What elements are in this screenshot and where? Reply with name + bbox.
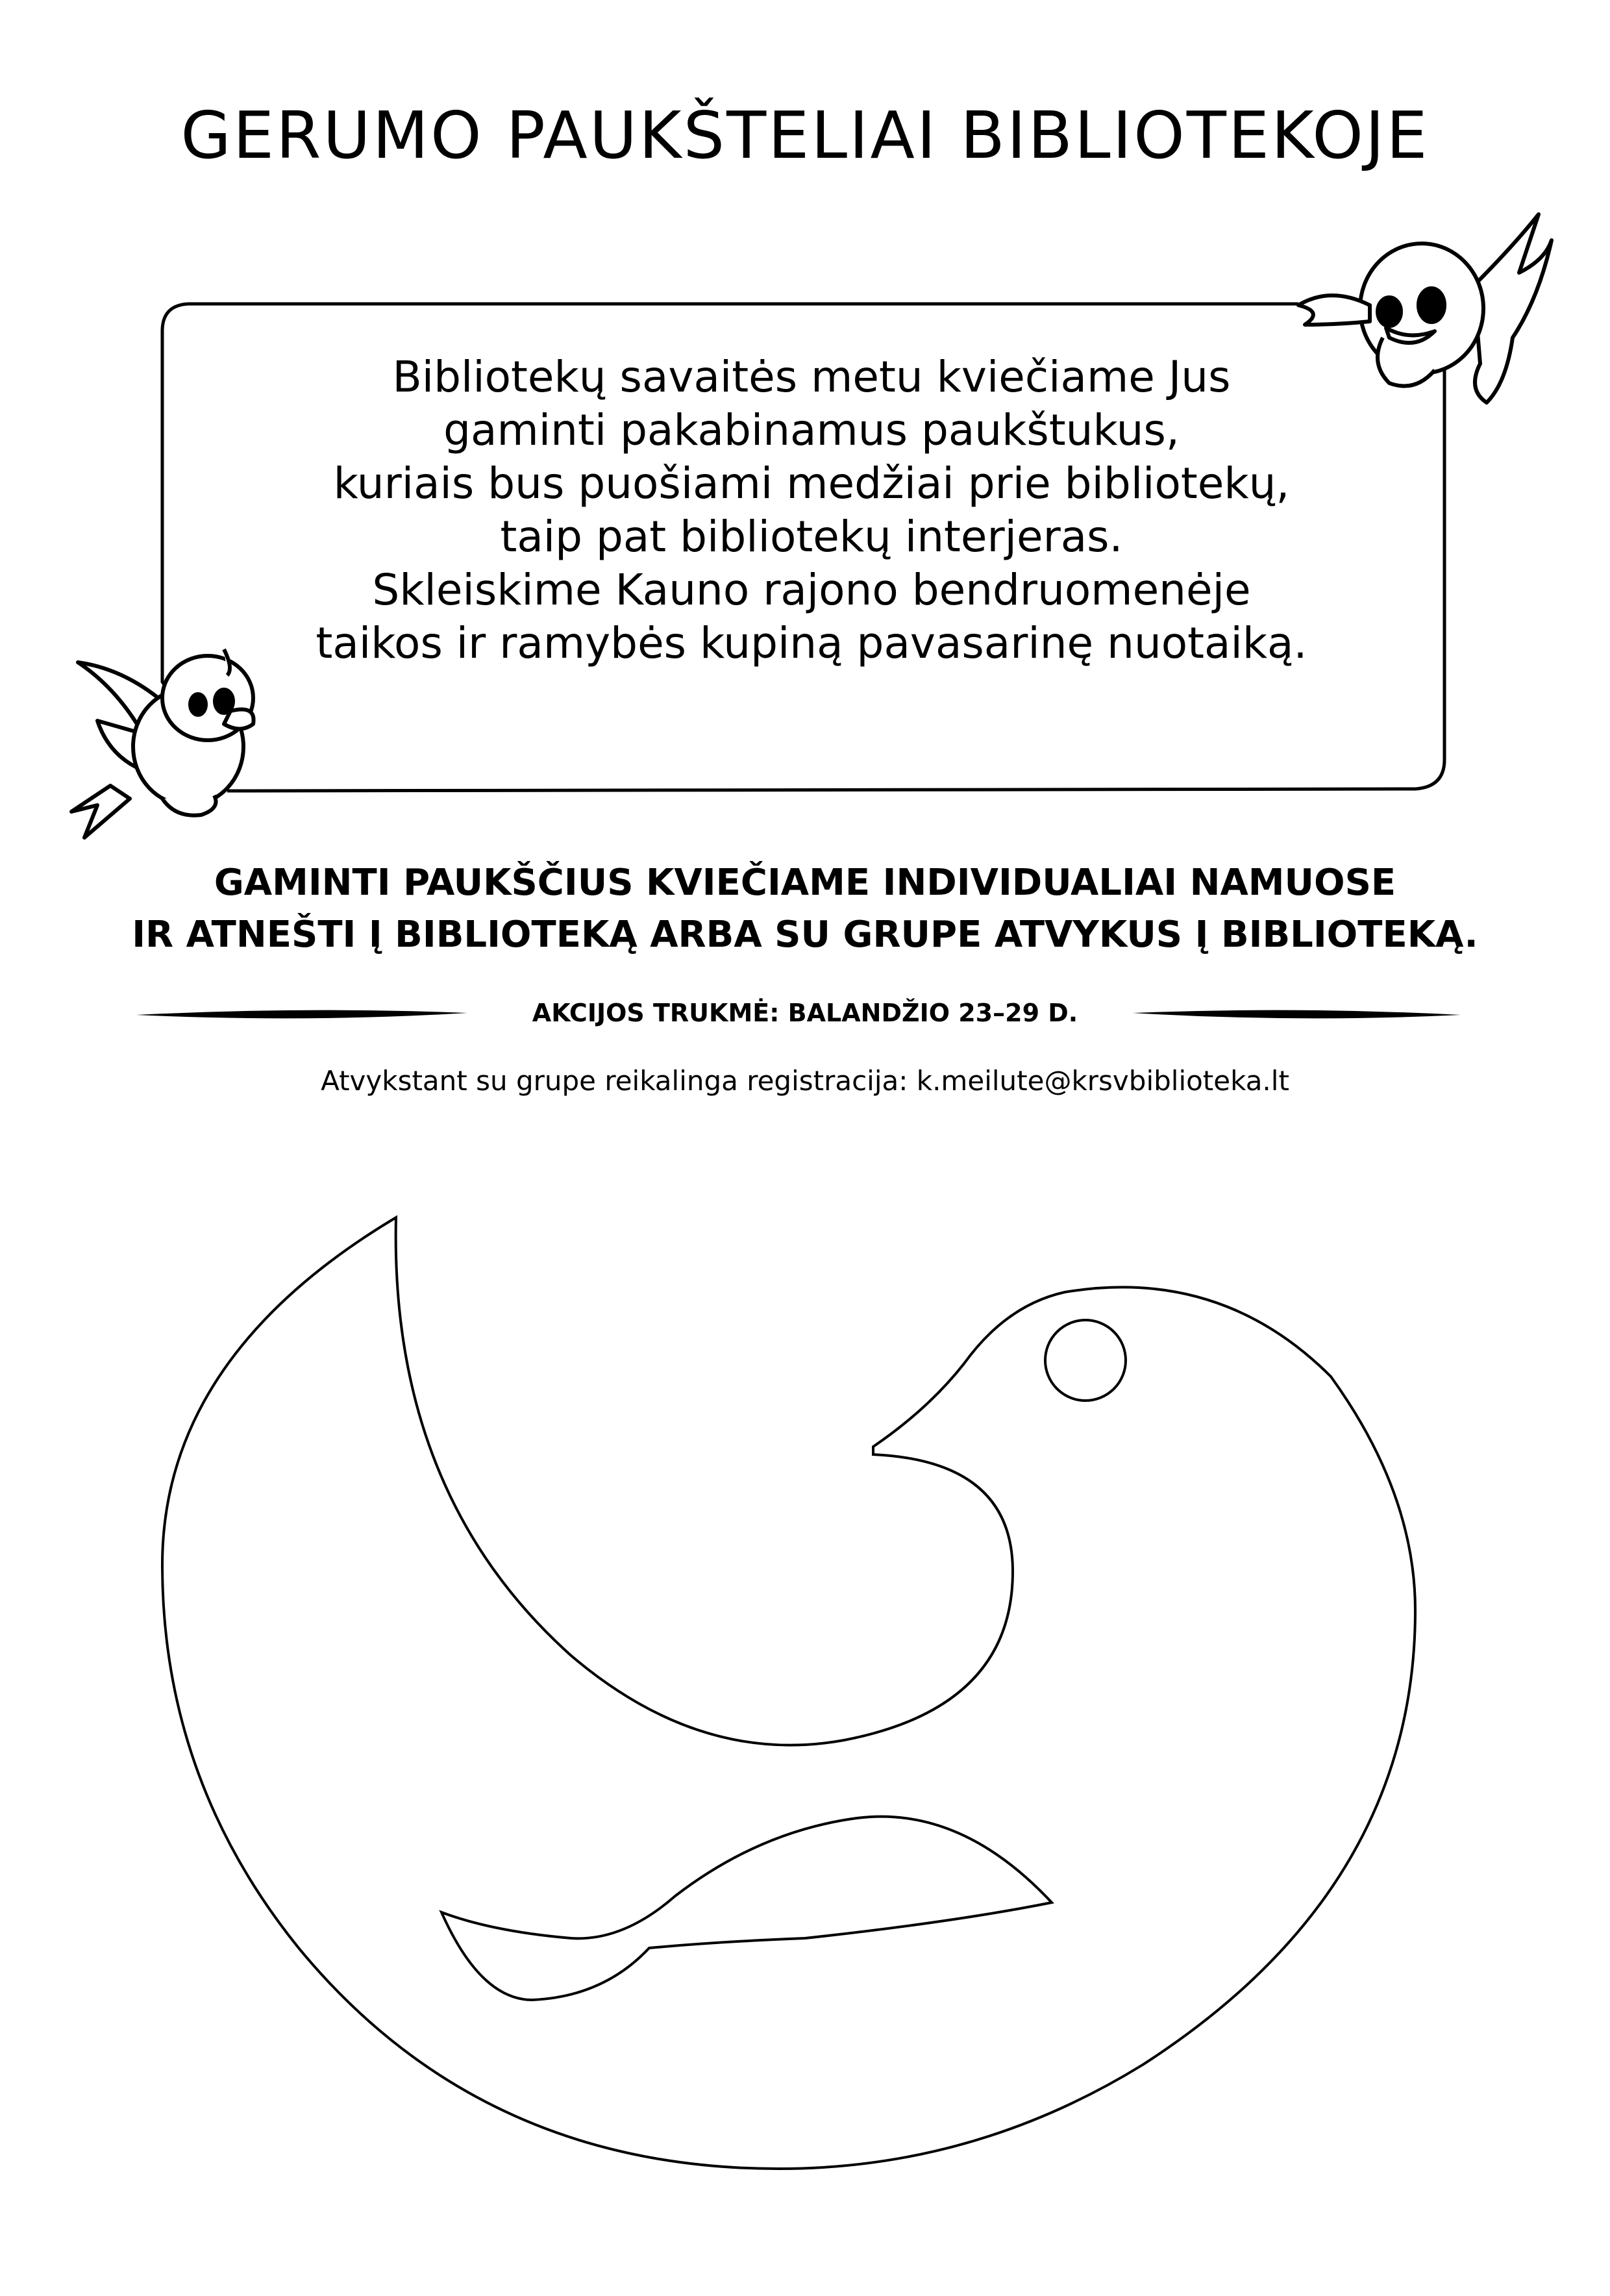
- cta-line: IR ATNEŠTI Į BIBLIOTEKĄ ARBA SU GRUPE ATVYKUS Į BIBLIOTEKĄ.: [132, 914, 1478, 956]
- intro-line: gaminti pakabinamus paukštukus,: [443, 405, 1180, 455]
- intro-line: Skleiskime Kauno rajono bendruomenėje: [372, 565, 1251, 615]
- cta-line: GAMINTI PAUKŠČIUS KVIEČIAME INDIVIDUALIAI NAMUOSE: [214, 862, 1396, 904]
- bird-template-outline: [162, 1217, 1415, 2169]
- call-to-action: [0, 857, 1610, 961]
- registration-note: Atvykstant su grupe reikalinga registracija: k.meilute@krsvbiblioteka.lt: [321, 1065, 1289, 1097]
- page-title: GERUMO PAUKŠTELIAI BIBLIOTEKOJE: [180, 97, 1430, 173]
- intro-text: [260, 351, 1363, 670]
- intro-line: kuriais bus puošiami medžiai prie bibliotekų,: [333, 458, 1290, 508]
- intro-line: Bibliotekų savaitės metu kviečiame Jus: [392, 352, 1231, 402]
- intro-line: taip pat bibliotekų interjeras.: [500, 512, 1123, 562]
- hanging-hole: [1045, 1320, 1126, 1401]
- campaign-duration: AKCIJOS TRUKMĖ: BALANDŽIO 23–29 D.: [532, 999, 1078, 1027]
- intro-line: taikos ir ramybės kupiną pavasarinę nuotaiką.: [316, 618, 1307, 668]
